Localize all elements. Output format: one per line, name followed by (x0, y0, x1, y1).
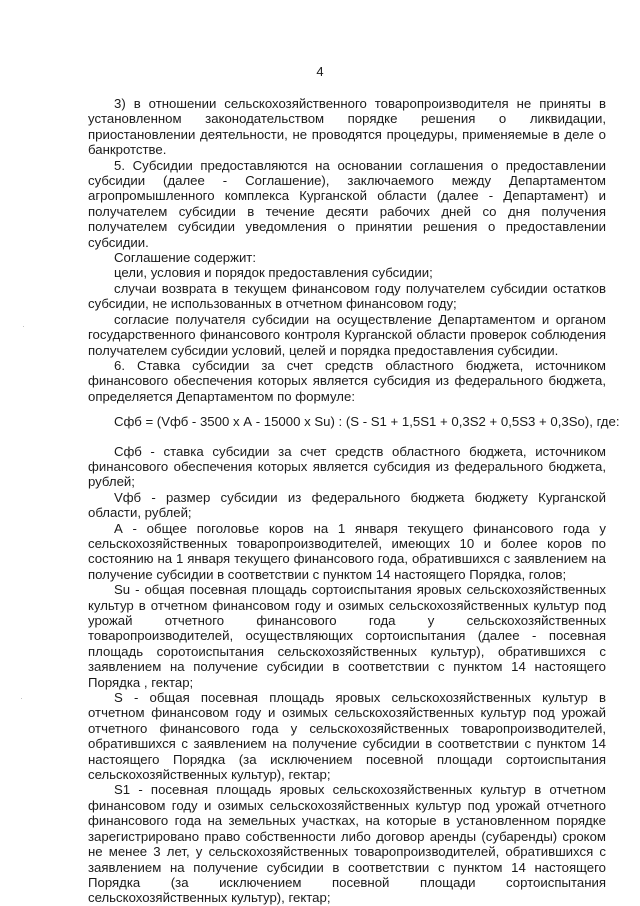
definition-vfb: Vфб - размер субсидии из федерального бюджета бюджету Курганской области, рублей; (88, 489, 606, 521)
paragraph-item-5: 5. Субсидии предоставляются на основании соглашения о предоставлении субсидии (далее - Соглашение), заключаемого между Департаментом агропромышленного комплекса Курганской области (далее - Департамент) и получателем субсидии в течение десяти рабочих дней со дня получения получателем субсидии уведомления о принятии решения о предоставлении субсидии. (88, 157, 606, 250)
paragraph-condition-3: 3) в отношении сельскохозяйственного товаропроизводителя не приняты в установленном законодательством порядке решения о ликвидации, приостановлении деятельности, не проводятся процедуры, применяемые в деле о банкротстве. (88, 96, 606, 158)
paragraph-agreement-goals: цели, условия и порядок предоставления субсидии; (114, 265, 433, 281)
definition-a: А - общее поголовье коров на 1 января текущего финансового года у сельскохозяйственных товаропроизводителей, имеющих 10 и более коров по состоянию на 1 января текущего финансового года, обратившихся с заявлением на получение субсидии в соответствии с пунктом 14 настоящего Порядка, голов; (88, 520, 606, 582)
definition-s: S - общая посевная площадь яровых сельскохозяйственных культур в отчетном финансовом году и озимых сельскохозяйственных культур под урожай отчетного финансового года у сельскохозяйственных товаропроизводителей, обратившихся с заявлением на получение субсидии в соответствии с пунктом 14 настоящего Порядка (за исключением посевной площади сортоиспытания сельскохозяйственных культур), гектар; (88, 690, 606, 783)
paragraph-agreement-contains: Соглашение содержит: (114, 250, 257, 266)
definition-sfb: Сфб - ставка субсидии за счет средств областного бюджета, источником финансового обеспечения которых является субсидия из федерального бюджета, рублей; (88, 443, 606, 490)
paragraph-agreement-consent: согласие получателя субсидии на осуществление Департаментом и органом государственного финансового контроля Курганской области проверок соблюдения получателем субсидии условий, целей и порядка предоставления субсидии. (88, 311, 606, 358)
document-body (88, 96, 620, 906)
definition-s1: S1 - посевная площадь яровых сельскохозяйственных культур в отчетном финансовом году и озимых сельскохозяйственных культур под урожай отчетного финансового года на земельных участках, на которые в установленном порядке зарегистрировано право собственности либо договор аренды (субаренды) сроком не менее 3 лет, у сельскохозяйственных товаропроизводителей, обратившихся с заявлением на получение субсидии в соответствии с пунктом 14 настоящего Порядка (за исключением посевной площади сортоиспытания сельскохозяйственных культур), гектар; (88, 782, 606, 906)
formula: Сфб = (Vфб - 3500 х А - 15000 х Su) : (S - S1 + 1,5S1 + 0,3S2 + 0,5S3 + 0,3So), где: (114, 414, 620, 430)
page-number: 4 (316, 64, 324, 79)
paragraph-agreement-refund: случаи возврата в текущем финансовом году получателем субсидии остатков субсидии, не использованных в отчетном финансовом году; (88, 280, 606, 312)
paragraph-item-6: 6. Ставка субсидии за счет средств областного бюджета, источником финансового обеспечения которых является субсидия из федерального бюджета, определяется Департаментом по формуле: (88, 357, 606, 404)
definition-su: Su - общая посевная площадь сортоиспытания яровых сельскохозяйственных культур в отчетном финансовом году и озимых сельскохозяйственных культур под урожай отчетного финансового года у сельскохозяйственных товаропроизводителей, осуществляющих сортоиспытания (далее - посевная площадь соротоиспытания сельскохозяйственных культур), обратившихся с заявлением на получение субсидии в соответствии с пунктом 14 настоящего Порядка , гектар; (88, 582, 606, 690)
scan-mark: · (22, 321, 25, 331)
scan-mark: · (20, 693, 23, 703)
